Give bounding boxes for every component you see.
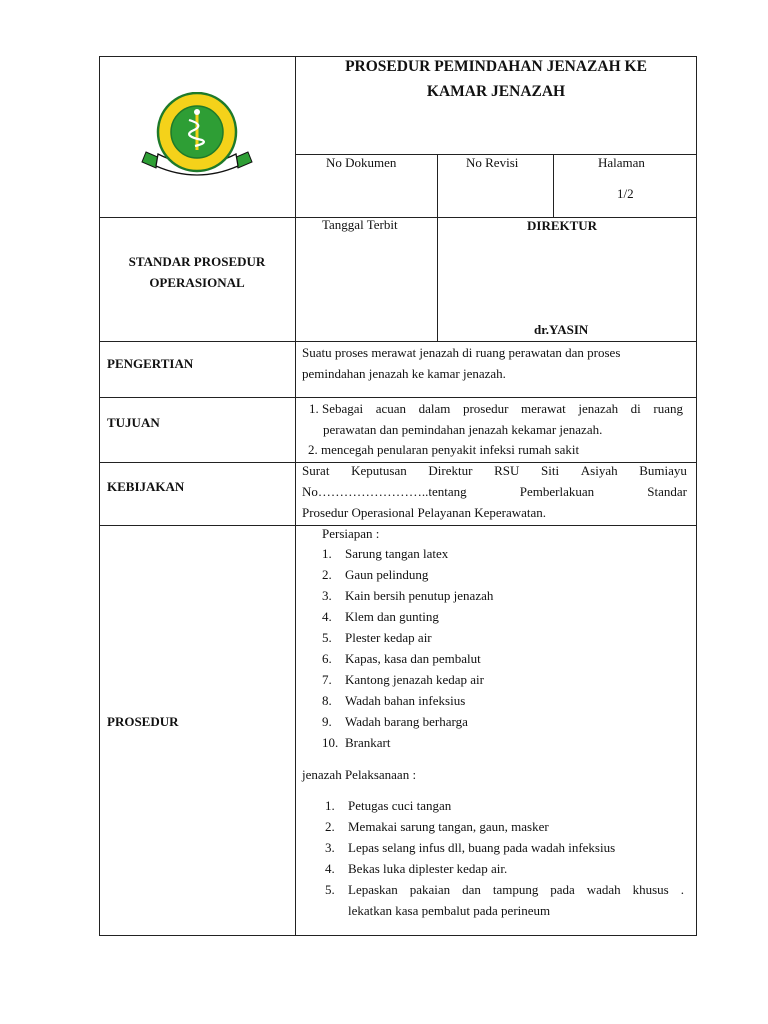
- item-number: 10.: [322, 735, 339, 750]
- kebijakan-label: KEBIJAKAN: [107, 479, 185, 494]
- item-number: 2.: [322, 567, 332, 582]
- no-dokumen-label: No Dokumen: [326, 155, 397, 170]
- word: .: [680, 882, 684, 897]
- list-item: [325, 837, 687, 858]
- table-border-bottom: [99, 935, 697, 936]
- word: pada: [550, 882, 575, 897]
- kebijakan-line3: Prosedur Operasional Pelayanan Keperawatan.: [302, 505, 547, 520]
- word: Siti: [541, 463, 560, 478]
- table-border-right: [696, 56, 697, 936]
- word: di: [630, 401, 641, 416]
- prosedur-label: PROSEDUR: [107, 714, 179, 729]
- word: acuan: [375, 401, 407, 416]
- list-item: [325, 795, 687, 816]
- halaman-divider: [553, 154, 554, 218]
- tujuan-item2: 2. mencegah penularan penyakit infeksi rumah sakit: [308, 442, 580, 457]
- no-revisi-label: No Revisi: [466, 155, 519, 170]
- list-item: [322, 543, 682, 564]
- column-divider: [295, 56, 296, 936]
- hospital-logo: [140, 92, 254, 184]
- item-text: Lepas selang infus dll, buang pada wadah infeksius: [348, 840, 616, 855]
- word: Pemberlakuan: [519, 484, 595, 499]
- item-text: Petugas cuci tangan: [348, 798, 452, 813]
- word: Keputusan: [351, 463, 407, 478]
- sop-title-line1: STANDAR PROSEDUR: [128, 254, 266, 269]
- list-item: [322, 606, 682, 627]
- word: ruang: [653, 401, 683, 416]
- item-text: Kain bersih penutup jenazah: [345, 588, 494, 603]
- item-text: Wadah barang berharga: [345, 714, 468, 729]
- table-border-left: [99, 56, 100, 936]
- list-item: [322, 564, 682, 585]
- pengertian-text-line2: pemindahan jenazah ke kamar jenazah.: [302, 366, 506, 381]
- list-item: [322, 627, 682, 648]
- item-text: Memakai sarung tangan, gaun, masker: [348, 819, 549, 834]
- pelaksanaan-list: [325, 795, 687, 879]
- word: Surat: [302, 463, 330, 478]
- tujuan-item1-line1: [322, 398, 683, 419]
- word: prosedur: [462, 401, 509, 416]
- halaman-label: Halaman: [598, 155, 645, 170]
- pengertian-text-line1: Suatu proses merawat jenazah di ruang perawatan dan proses: [302, 345, 621, 360]
- tujuan-item1-line2: perawatan dan pemindahan jenazah kekamar jenazah.: [323, 422, 603, 437]
- item-number: 1.: [325, 798, 335, 813]
- item-text: Gaun pelindung: [345, 567, 429, 582]
- item-number: 3.: [322, 588, 332, 603]
- item-number: 4.: [325, 861, 335, 876]
- sop-title-line2: OPERASIONAL: [149, 275, 245, 290]
- direktur-name: dr.YASIN: [534, 322, 589, 337]
- persiapan-list: [322, 543, 682, 753]
- pelaksanaan-item5-line2: lekatkan kasa pembalut pada perineum: [348, 903, 551, 918]
- item-number: 1.: [322, 546, 332, 561]
- item-text: Sarung tangan latex: [345, 546, 449, 561]
- direktur-label: DIREKTUR: [527, 218, 598, 233]
- pelaksanaan-item5-number: 5.: [325, 882, 335, 897]
- item-number: 5.: [322, 630, 332, 645]
- item-text: Brankart: [345, 735, 391, 750]
- word: Asiyah: [580, 463, 618, 478]
- word: Lepaskan: [348, 882, 398, 897]
- list-item: [322, 732, 682, 753]
- pelaksanaan-item5-line1: [348, 879, 684, 900]
- item-number: 3.: [325, 840, 335, 855]
- item-text: Kapas, kasa dan pembalut: [345, 651, 481, 666]
- list-item: [322, 648, 682, 669]
- word: khusus: [632, 882, 669, 897]
- item-text: Wadah bahan infeksius: [345, 693, 466, 708]
- tujuan-label: TUJUAN: [107, 415, 160, 430]
- word: dan: [462, 882, 481, 897]
- list-item: [322, 690, 682, 711]
- document-title-line1: PROSEDUR PEMINDAHAN JENAZAH KE: [345, 58, 647, 75]
- list-item: [325, 816, 687, 837]
- item-text: Klem dan gunting: [345, 609, 439, 624]
- revisi-divider: [437, 154, 438, 342]
- word: merawat: [521, 401, 566, 416]
- list-item: [322, 669, 682, 690]
- persiapan-title: Persiapan :: [322, 526, 380, 541]
- word: tampung: [492, 882, 539, 897]
- list-item: [325, 858, 687, 879]
- halaman-value: 1/2: [617, 186, 634, 201]
- word: Sebagai: [322, 401, 364, 416]
- pelaksanaan-title: jenazah Pelaksanaan :: [302, 767, 417, 782]
- word: RSU: [494, 463, 520, 478]
- tujuan-item1-number: 1.: [309, 401, 319, 416]
- word: dalam: [418, 401, 451, 416]
- document-title-line2: KAMAR JENAZAH: [426, 83, 566, 100]
- item-text: Kantong jenazah kedap air: [345, 672, 484, 687]
- pengertian-label: PENGERTIAN: [107, 356, 194, 371]
- list-item: [322, 711, 682, 732]
- item-number: 9.: [322, 714, 332, 729]
- word: pakaian: [409, 882, 451, 897]
- word: Direktur: [428, 463, 473, 478]
- logo-row-divider: [99, 217, 697, 218]
- word: Standar: [647, 484, 687, 499]
- kebijakan-row-divider: [99, 525, 697, 526]
- item-number: 8.: [322, 693, 332, 708]
- kebijakan-line2: [302, 481, 687, 502]
- word: No……………………..tentang: [302, 484, 467, 499]
- tanggal-terbit-label: Tanggal Terbit: [322, 217, 398, 232]
- item-text: Bekas luka diplester kedap air.: [348, 861, 508, 876]
- item-number: 4.: [322, 609, 332, 624]
- item-number: 2.: [325, 819, 335, 834]
- item-text: Plester kedap air: [345, 630, 432, 645]
- kebijakan-line1: [302, 460, 687, 481]
- list-item: [322, 585, 682, 606]
- item-number: 7.: [322, 672, 332, 687]
- word: Bumiayu: [639, 463, 687, 478]
- item-number: 6.: [322, 651, 332, 666]
- word: wadah: [586, 882, 621, 897]
- word: jenazah: [578, 401, 619, 416]
